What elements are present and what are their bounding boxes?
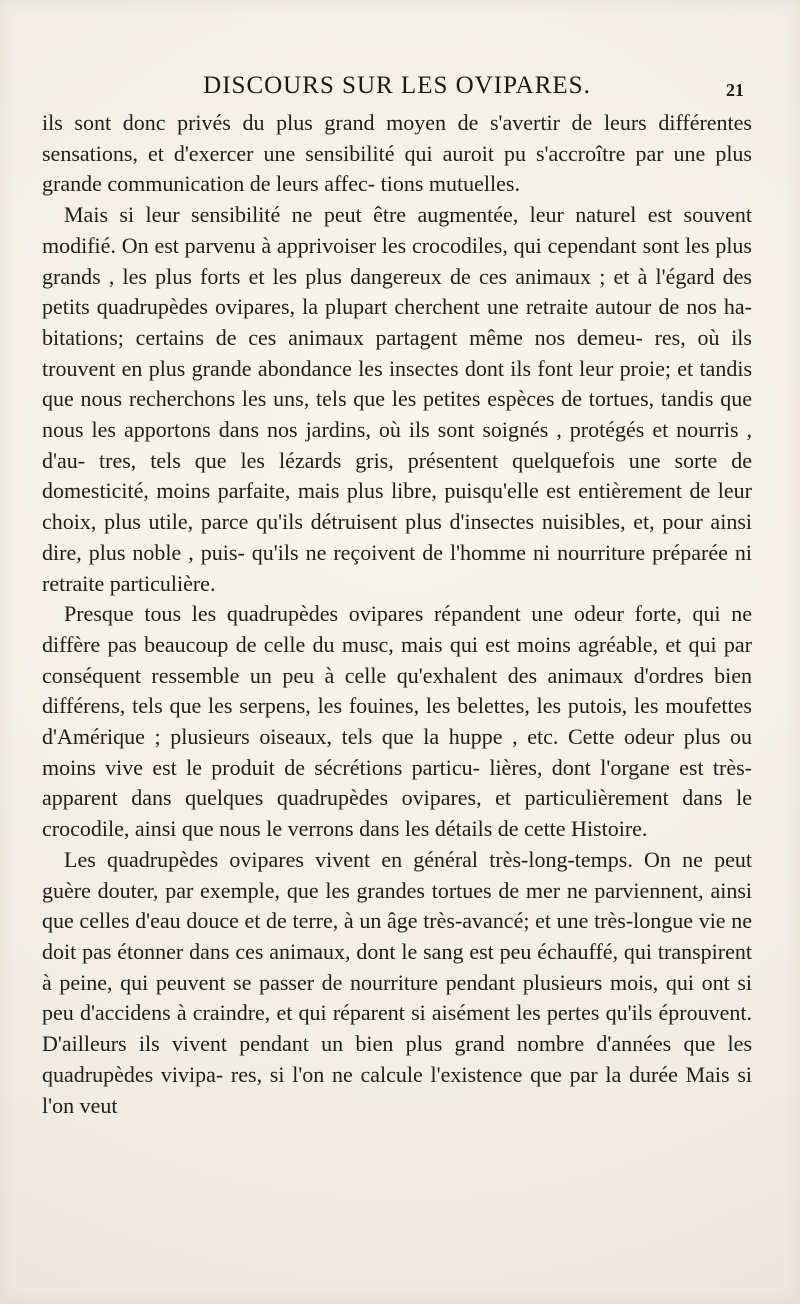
page-number: 21 — [726, 80, 744, 100]
paragraph-2: Mais si leur sensibilité ne peut être augmentée, leur naturel est souvent modifié. On est parvenu à apprivoiser les crocodiles, qui cependant sont les plus grands , les plus forts et les plus dangereux de ces animaux ; et à l'égard des petits quadrupèdes ovipares, la plupart cherchent une retraite autour de nos ha- bitations; certains de ces animaux partagent même nos demeu- res, où ils trouvent en plus grande abondance les insectes dont ils font leur proie; et tandis que nous recherchons les uns, tels que les petites espèces de tortues, tandis que nous les apportons dans nos jardins, où ils sont soignés , protégés et nourris , d'au- tres, tels que les lézards gris, présentent quelquefois une sorte de domesticité, moins parfaite, mais plus libre, puisqu'elle est entièrement de leur choix, plus utile, parce qu'ils détruisent plus d'insectes nuisibles, et, pour ainsi dire, plus noble , puis- qu'ils ne reçoivent de l'homme ni nourriture préparée ni retraite particulière. — [42, 202, 752, 596]
paragraph-1: ils sont donc privés du plus grand moyen de s'avertir de leurs différentes sensations, et d'exercer une sensibilité qui auroit pu s'accroître par une plus grande communication de leurs affec- tions mutuelles. — [42, 110, 752, 197]
running-head: DISCOURS SUR LES OVIPARES. — [203, 72, 591, 99]
paragraph-3: Presque tous les quadrupèdes ovipares répandent une odeur forte, qui ne diffère pas beaucoup de celle du musc, mais qui est moins agréable, et qui par conséquent ressemble un peu à celle qu'exhalent des animaux d'ordres bien différens, tels que les serpens, les fouines, les belettes, les putois, les moufettes d'Amérique ; plusieurs oiseaux, tels que la huppe , etc. Cette odeur plus ou moins vive est le produit de sécrétions particu- lières, dont l'organe est très-apparent dans quelques quadrupèdes ovipares, et particulièrement dans le crocodile, ainsi que nous le verrons dans les détails de cette Histoire. — [42, 601, 752, 842]
text-body — [42, 108, 752, 1121]
page-header — [42, 70, 752, 110]
paragraph-4: Les quadrupèdes ovipares vivent en général très-long-temps. On ne peut guère douter, par exemple, que les grandes tortues de mer ne parviennent, ainsi que celles d'eau douce et de terre, à un âge très-avancé; et une très-longue vie ne doit pas étonner dans ces animaux, dont le sang est peu échauffé, qui transpirent à peine, qui peuvent se passer de nourriture pendant plusieurs mois, qui ont si peu d'accidens à craindre, et qui réparent si aisément les pertes qu'ils éprouvent. D'ailleurs ils vivent pendant un bien plus grand nombre d'années que les quadrupèdes vivipa- res, si l'on ne calcule l'existence que par la durée Mais si l'on veut — [42, 846, 752, 1118]
